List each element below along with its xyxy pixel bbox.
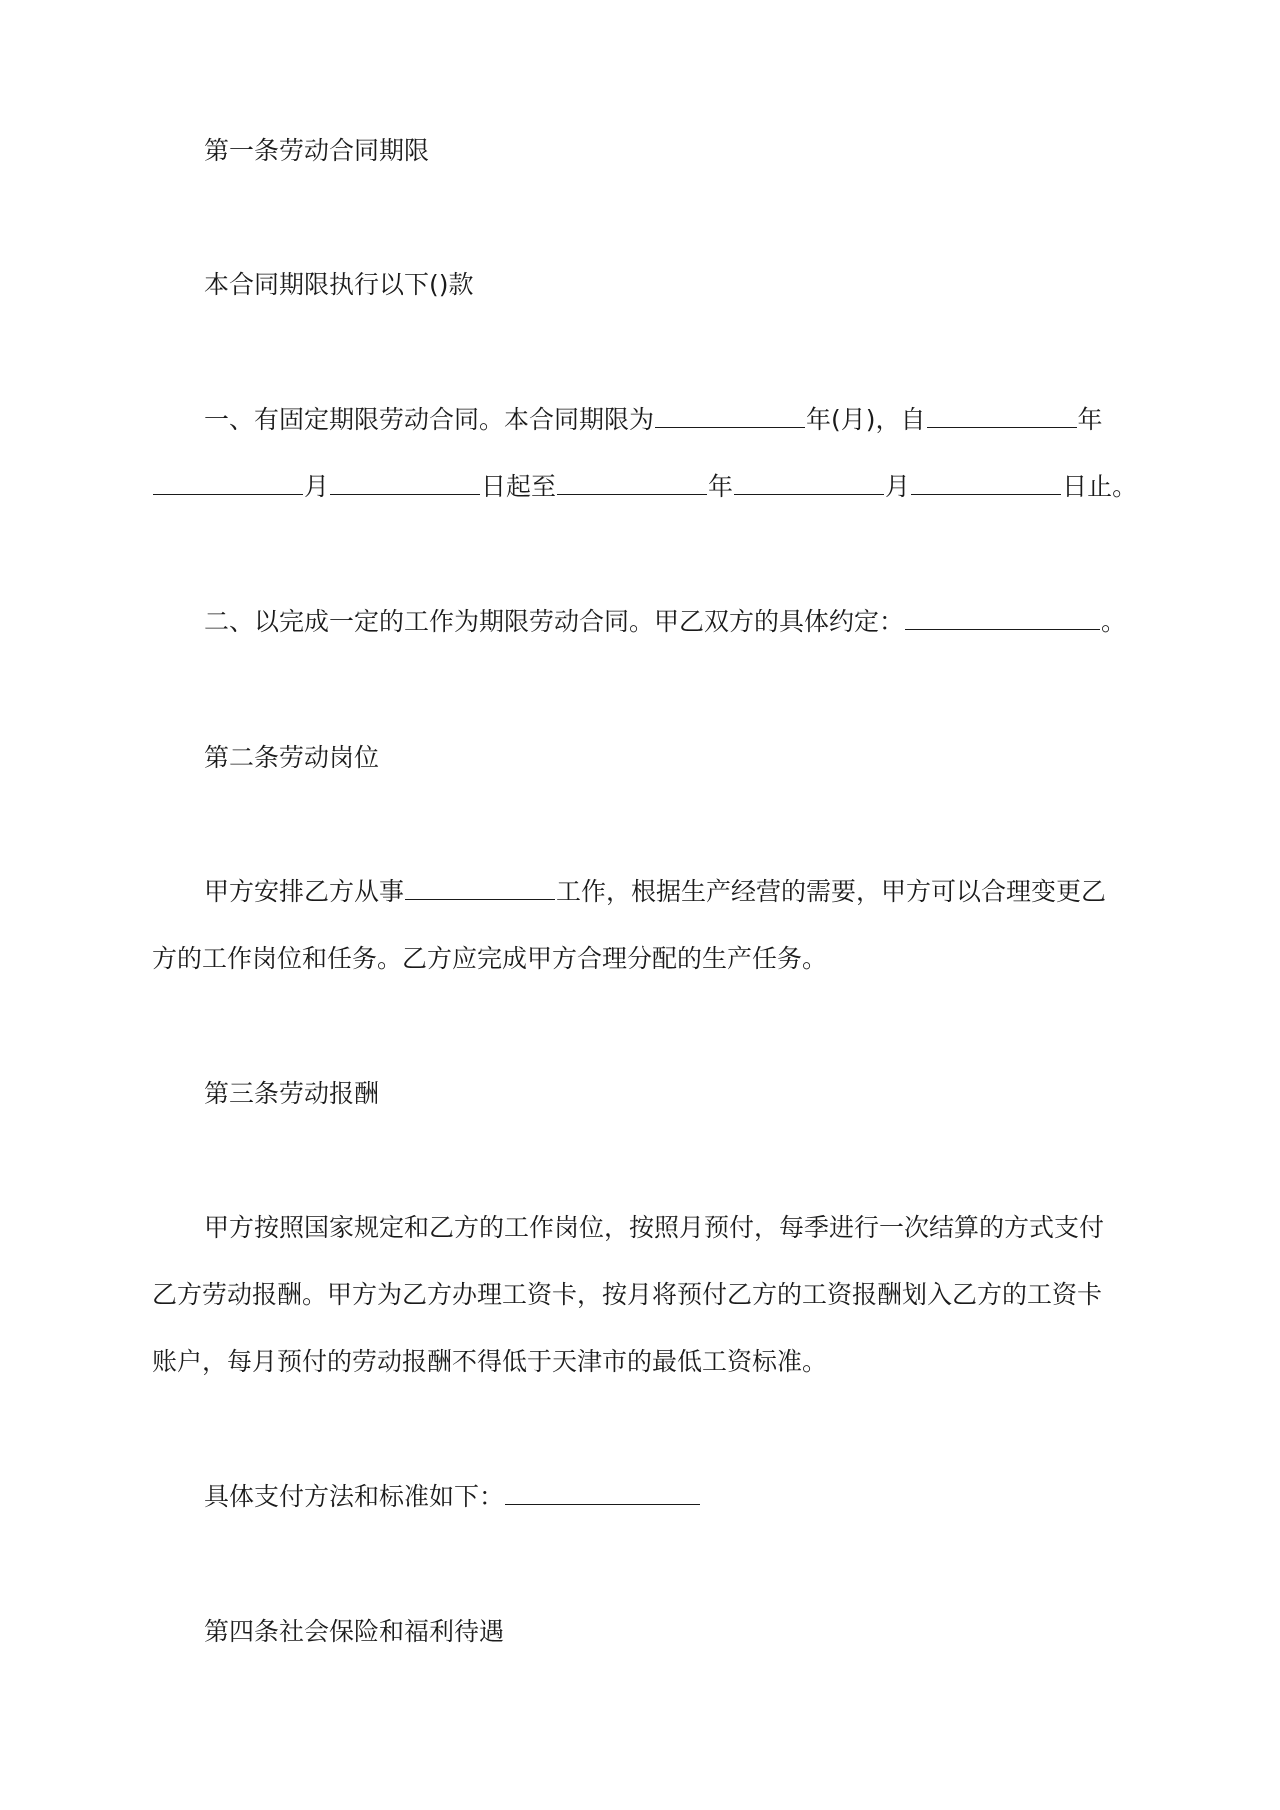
- article3-p1-line2: [152, 1278, 1134, 1312]
- article3-p1-line3: [152, 1345, 1134, 1379]
- specific-agreement-blank[interactable]: [905, 605, 1100, 630]
- article2-heading: [152, 741, 1134, 775]
- article3-p2: [152, 1480, 1134, 1514]
- clause1-prefix: 一、有固定期限劳动合同。本合同期限为: [204, 405, 655, 434]
- article3-heading-text: 第三条劳动报酬: [204, 1079, 380, 1108]
- article3-p1-line2-text: 乙方劳动报酬。甲方为乙方办理工资卡，按月将预付乙方的工资报酬划入乙方的工资卡: [152, 1280, 1103, 1309]
- article2-p1-line1: [152, 875, 1134, 909]
- article3-heading: [152, 1077, 1134, 1111]
- article2-p1-line2-text: 方的工作岗位和任务。乙方应完成甲方合理分配的生产任务。: [152, 944, 828, 973]
- end-day-blank[interactable]: [911, 470, 1061, 495]
- clause1-month2: 月: [885, 472, 911, 501]
- article2-p1-suffix: 工作，根据生产经营的需要，甲方可以合理变更乙: [556, 877, 1107, 906]
- start-day-blank[interactable]: [330, 470, 480, 495]
- start-month-blank[interactable]: [153, 470, 303, 495]
- clause1-year: 年: [1077, 405, 1103, 434]
- article3-p1-line3-text: 账户，每月预付的劳动报酬不得低于天津市的最低工资标准。: [152, 1347, 828, 1376]
- article3-p2-text: 具体支付方法和标准如下：: [204, 1482, 505, 1511]
- clause2: [152, 605, 1134, 639]
- clause1-line1: [152, 403, 1134, 437]
- article3-p1-line1-text: 甲方按照国家规定和乙方的工作岗位，按照月预付，每季进行一次结算的方式支付: [204, 1213, 1105, 1242]
- article4-heading: [152, 1615, 1134, 1649]
- end-year-blank[interactable]: [557, 470, 707, 495]
- start-year-blank[interactable]: [927, 403, 1077, 428]
- article3-p1-line1: [152, 1211, 1134, 1245]
- clause1-day-from: 日起至: [481, 472, 557, 501]
- clause1-year2: 年: [708, 472, 734, 501]
- article1-intro-text: 本合同期限执行以下()款: [204, 270, 474, 299]
- article1-intro: [152, 268, 1134, 302]
- article1-heading-text: 第一条劳动合同期限: [204, 136, 430, 165]
- clause2-text: 二、以完成一定的工作为期限劳动合同。甲乙双方的具体约定：: [204, 607, 905, 636]
- payment-method-blank[interactable]: [505, 1480, 700, 1505]
- article4-heading-text: 第四条社会保险和福利待遇: [204, 1617, 505, 1646]
- article1-heading: [152, 134, 1134, 168]
- article2-p1-line2: [152, 942, 1134, 976]
- job-position-blank[interactable]: [405, 875, 555, 900]
- clause1-month: 月: [304, 472, 330, 501]
- clause1-day-until: 日止。: [1062, 472, 1138, 501]
- article2-heading-text: 第二条劳动岗位: [204, 743, 380, 772]
- clause1-unit: 年(月)，自: [806, 405, 926, 434]
- clause1-line2: [152, 470, 1138, 504]
- article2-p1-prefix: 甲方安排乙方从事: [204, 877, 405, 906]
- clause2-suffix: 。: [1101, 607, 1127, 636]
- end-month-blank[interactable]: [734, 470, 884, 495]
- term-length-blank[interactable]: [655, 403, 805, 428]
